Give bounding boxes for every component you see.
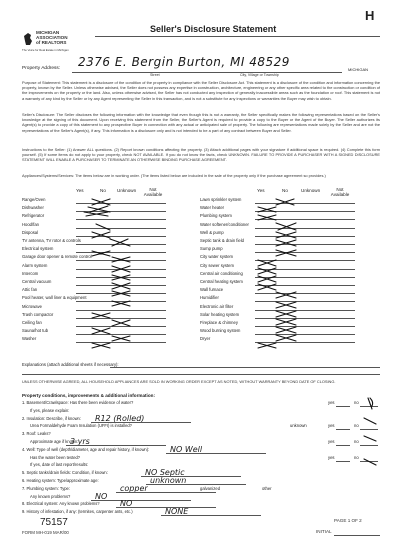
appliance-item-label: Wall furnace [200,287,224,293]
appliance-item-label: Central air conditioning [200,270,243,276]
right-col-na: Not Available [330,187,350,197]
appliance-item-line [255,285,355,286]
disclosure-paragraph: Seller's Disclosure: The Seller discloses the following information with the knowledge that even though this is not a warranty, the Seller specifically makes the following representations based on the Seller's knowledge at the signing of this document. Upon receiving this statement from the Seller, the Seller's Agent is required to provide a copy to the Buyer or the Agent of the Buyer. The Seller authorizes its Agent(s) to provide a copy of this statement to any prospective Buyer in connection with any actual or anticipated sale of property. The following are representations made solely by the Seller and are not the representations of the Seller's Agent(s), if any. This information is a disclosure only and is not intended to be a part of any contract between Buyer and Seller. [22,112,380,133]
purpose-paragraph: Purpose of Statement: This statement is a disclosure of the condition of the property in compliance with the Seller Disclosure Act. This statement is a disclosure of the condition and information concerning the property, known by the Seller. Unless otherwise advised, the Seller does not possess any expertise in construction, architecture, engineering or any other specific area related to the construction or condition of the improvements on the property or the land. Also, unless otherwise advised, the Seller has not conducted any inspection of generally inaccessible areas such as the foundation or roof. This statement is not a warranty of any kind by the Seller or by any Agent representing the Seller in this transaction, and is not a substitute for any inspections or warranties the Buyer may wish to obtain. [22,80,380,101]
no-line [360,461,378,462]
condition-item-label: 2. Insulation: Describe, if known: [22,415,81,421]
condition-item-label: If yes, please explain: [30,407,70,413]
yes-label: yes [328,400,335,405]
yes-label: yes [328,454,335,460]
condition-item-label: 8. Electrical system: Any known problems? [22,501,100,507]
condition-item-label: 4. Well: Type of well (depth/diameter, age and repair history, if known): [22,446,150,452]
condition-item-label: 9. History of infestation, if any: (termites, carpenter ants, etc.) [22,509,133,515]
no-line [360,406,378,407]
appliance-item-label: Garage door opener & remote control [22,254,92,260]
appliance-item-line [76,342,166,343]
appliance-item-line [255,203,355,204]
right-col-yes: Yes [257,188,265,193]
appliance-item-label: Refrigerator [22,213,45,219]
condition-answer-line [91,500,191,501]
appliance-item-label: TV antenna, TV rotor & controls [22,238,81,243]
check-mark [276,311,296,317]
condition-item-label: 1. Basement/Crawlspace: Has there been evidence of water? [22,400,134,405]
check-mark [368,398,373,409]
condition-item-label: If yes, date of last report/results: [30,462,89,468]
logo-line-2: ASSOCIATION [36,35,68,40]
appliance-item-label: Water softener/conditioner [200,221,249,227]
appliance-item-label: Septic tank & drain field [200,238,244,243]
check-mark [276,302,296,308]
logo-tagline: The Voice for Real Estate in Michigan [22,48,69,52]
city-caption: City, Village or Township [240,73,279,77]
appliance-item-line [255,260,355,261]
condition-answer-line [146,484,246,485]
appliance-item-line [76,277,166,278]
michigan-map-icon [22,32,34,46]
yes-label: yes [328,439,335,444]
appliance-item-label: Disposal [22,229,39,235]
check-mark [276,335,296,341]
condition-item-label: 7. Plumbing system: Type: [22,485,70,491]
check-mark [92,199,110,205]
no-label: no [354,454,359,460]
condition-item-label: 3. Roof: Leaks? [22,431,51,437]
appliance-item-line [255,269,355,270]
appliance-item-label: Range/Oven [22,197,46,202]
condition-item-label: 6. Heating system: Type/approximate age: [22,478,99,483]
appliance-item-line [76,334,166,335]
no-label: no [354,423,359,429]
galvanized-label: galvanized [200,485,221,491]
logo-line-1: MICHIGAN [36,30,60,35]
appliance-item-label: Sauna/hot tub [22,328,49,334]
appliance-item-line [76,211,166,212]
condition-item-answer[interactable]: NO [95,491,108,501]
left-col-na: Not Available [143,187,163,197]
condition-item-answer[interactable]: 3 yrs [70,437,90,446]
no-line [360,429,378,430]
appliance-item-line [255,334,355,335]
condition-item-label: Any known problems? [30,493,71,499]
realtors-logo [22,31,84,59]
appliance-item-line [76,301,166,302]
no-label: no [354,400,359,405]
appliance-item-line [76,228,166,229]
condition-item-answer[interactable]: NO Septic [145,468,185,478]
appliance-item-label: Wood burning system [200,328,241,334]
condition-answer-line [161,515,261,516]
appliance-item-line [255,318,355,319]
condition-item-answer[interactable]: NO Well [170,444,203,454]
no-label: no [354,439,359,444]
appliance-item-label: Plumbing system [200,213,232,219]
appliance-item-label: Electronic air filter [200,303,234,309]
check-mark [276,199,294,205]
condition-item-label: Urea Formaldehyde Foam Insulation (UFFI) is installed? [30,423,132,429]
check-mark [92,343,110,348]
condition-item-label: 5. Septic tanks/drain fields: Condition, if known: [22,470,108,476]
check-mark [92,328,110,334]
appliance-item-label: Sump pump [200,246,223,252]
appliance-item-label: City water system [200,254,234,260]
condition-answer-line [116,492,216,493]
yes-line [336,429,350,430]
appliance-item-label: Alarm system [22,262,48,268]
appliance-item-line [255,342,355,343]
appliance-item-line [76,285,166,286]
appliance-item-line [255,310,355,311]
check-mark [276,327,296,333]
appliance-item-line [76,244,166,245]
street-caption: Street [150,73,160,77]
property-address-label: Property Address: [22,66,61,71]
check-mark [276,223,296,230]
condition-item-answer[interactable]: R12 (Rolled) [95,413,145,423]
condition-item-answer[interactable]: NO [120,499,133,509]
footer-initial-label: INITIAL [316,529,332,534]
appliance-item-line [76,260,166,261]
appliance-item-label: Intercom [22,270,39,276]
appliance-item-label: Central vacuum [22,279,52,284]
check-mark [84,212,108,216]
condition-item-label: Approximate age if known: [30,439,79,444]
appliance-item-line [76,310,166,311]
appliance-item-label: Dryer [200,336,211,342]
condition-item-answer[interactable]: copper [120,483,148,493]
condition-answer-line [66,445,166,446]
check-mark [276,319,296,325]
no-line [360,445,378,446]
left-col-unknown: Unknown [117,188,137,193]
check-mark [258,343,276,348]
appliance-item-line [255,326,355,327]
right-col-unknown: Unknown [301,188,321,193]
other-label: other [262,485,272,491]
condition-item-answer[interactable]: unknown [150,476,187,485]
check-mark [112,336,130,341]
appliance-item-line [255,293,355,294]
left-col-yes: Yes [76,188,84,193]
footer-form-id: FORM MH-019 MAR/00 [22,530,69,535]
appliance-item-label: Ceiling fan [22,320,42,325]
appliance-item-label: Water heater [200,205,225,211]
unless-agreed-notice: UNLESS OTHERWISE AGREED, ALL HOUSEHOLD APPLIANCES ARE SOLD IN WORKING ORDER EXCEPT AS NOTED, WITHOUT WARRANTY BEYOND DATE OF CLOSING. [22,379,336,384]
appliance-item-line [255,228,355,229]
appliance-item-label: Attic fan [22,287,38,293]
appliances-intro: Appliances/Systems/Services: The items below are in working order. (The items listed below are included in the sale of the property only if the purchase agreement so provides.) [22,173,326,178]
appliance-item-label: Washer [22,336,37,342]
appliance-item-line [76,219,166,220]
yes-label: yes [328,423,335,429]
appliance-item-line [255,252,355,253]
yes-line [336,461,350,462]
yes-line [336,406,350,407]
appliance-item-label: Humidifier [200,295,219,301]
appliance-item-label: Well & pump [200,229,224,235]
instructions-paragraph: Instructions to the Seller: (1) Answer ALL questions. (2) Report known conditions affecting the property. (3) Attach additional pages with your signature if additional space is required. (4) Complete this form yourself. (5) If some items do not apply to your property, check NOT AVAILABLE. If you do not know the facts, check UNKNOWN. FAILURE TO PROVIDE A PURCHASER WITH A SIGNED DISCLOSURE STATEMENT WILL ENABLE A PURCHASER TO TERMINATE AN OTHERWISE BINDING PURCHASE AGREEMENT. [22,147,380,163]
check-mark [276,240,296,246]
appliance-item-line [255,244,355,245]
appliance-item-line [76,269,166,270]
unknown-label: unknown [290,423,307,429]
property-conditions-header: Property conditions, improvements & additional information: [22,393,155,398]
condition-item-label: Has the water been tested? [30,454,81,460]
footer-number: 75157 [40,517,68,528]
appliance-item-label: Hood/fan [22,221,39,227]
appliance-item-line [76,293,166,294]
appliance-item-line [255,301,355,302]
appliance-item-label: Central heating system [200,279,243,284]
appliance-item-label: Solar heating system [200,311,240,317]
appliance-item-label: Trash compactor [22,311,54,317]
appliance-item-line [255,236,355,237]
appliance-item-line [76,252,166,253]
appliance-item-line [255,277,355,278]
appliance-item-line [255,219,355,220]
appliance-item-label: Lawn sprinkler system [200,197,242,202]
appliance-item-line [255,211,355,212]
condition-answer-line [166,453,266,454]
appliance-item-line [76,203,166,204]
check-mark [112,283,130,289]
check-mark [364,436,376,441]
appliance-item-label: Fireplace & chimney [200,320,238,325]
condition-item-answer[interactable]: NONE [165,507,189,517]
right-col-no: No [282,188,288,193]
yes-line [336,445,350,446]
left-col-no: No [100,188,106,193]
property-state: MICHIGAN [348,67,368,72]
appliance-item-line [76,236,166,237]
appliance-item-label: Electrical system [22,246,54,252]
property-address-value[interactable]: 2376 E. Bergin Burton, MI 48529 [78,55,290,69]
logo-line-3: of REALTORS [36,40,67,45]
appliance-item-line [76,318,166,319]
page-letter: H [365,8,375,23]
appliance-item-label: Dishwasher [22,205,44,211]
check-mark [364,418,376,424]
page-title: Seller's Disclosure Statement [150,24,277,34]
footer-page: PAGE 1 OF 2 [334,518,362,523]
appliance-item-label: City sewer system [200,262,234,268]
appliance-item-label: Microwave [22,303,43,309]
explanations-label: Explanations (attach additional sheets if necessary): [22,362,119,367]
appliance-item-label: Pool heater, wall liner & equipment [22,295,87,301]
appliance-item-line [76,326,166,327]
